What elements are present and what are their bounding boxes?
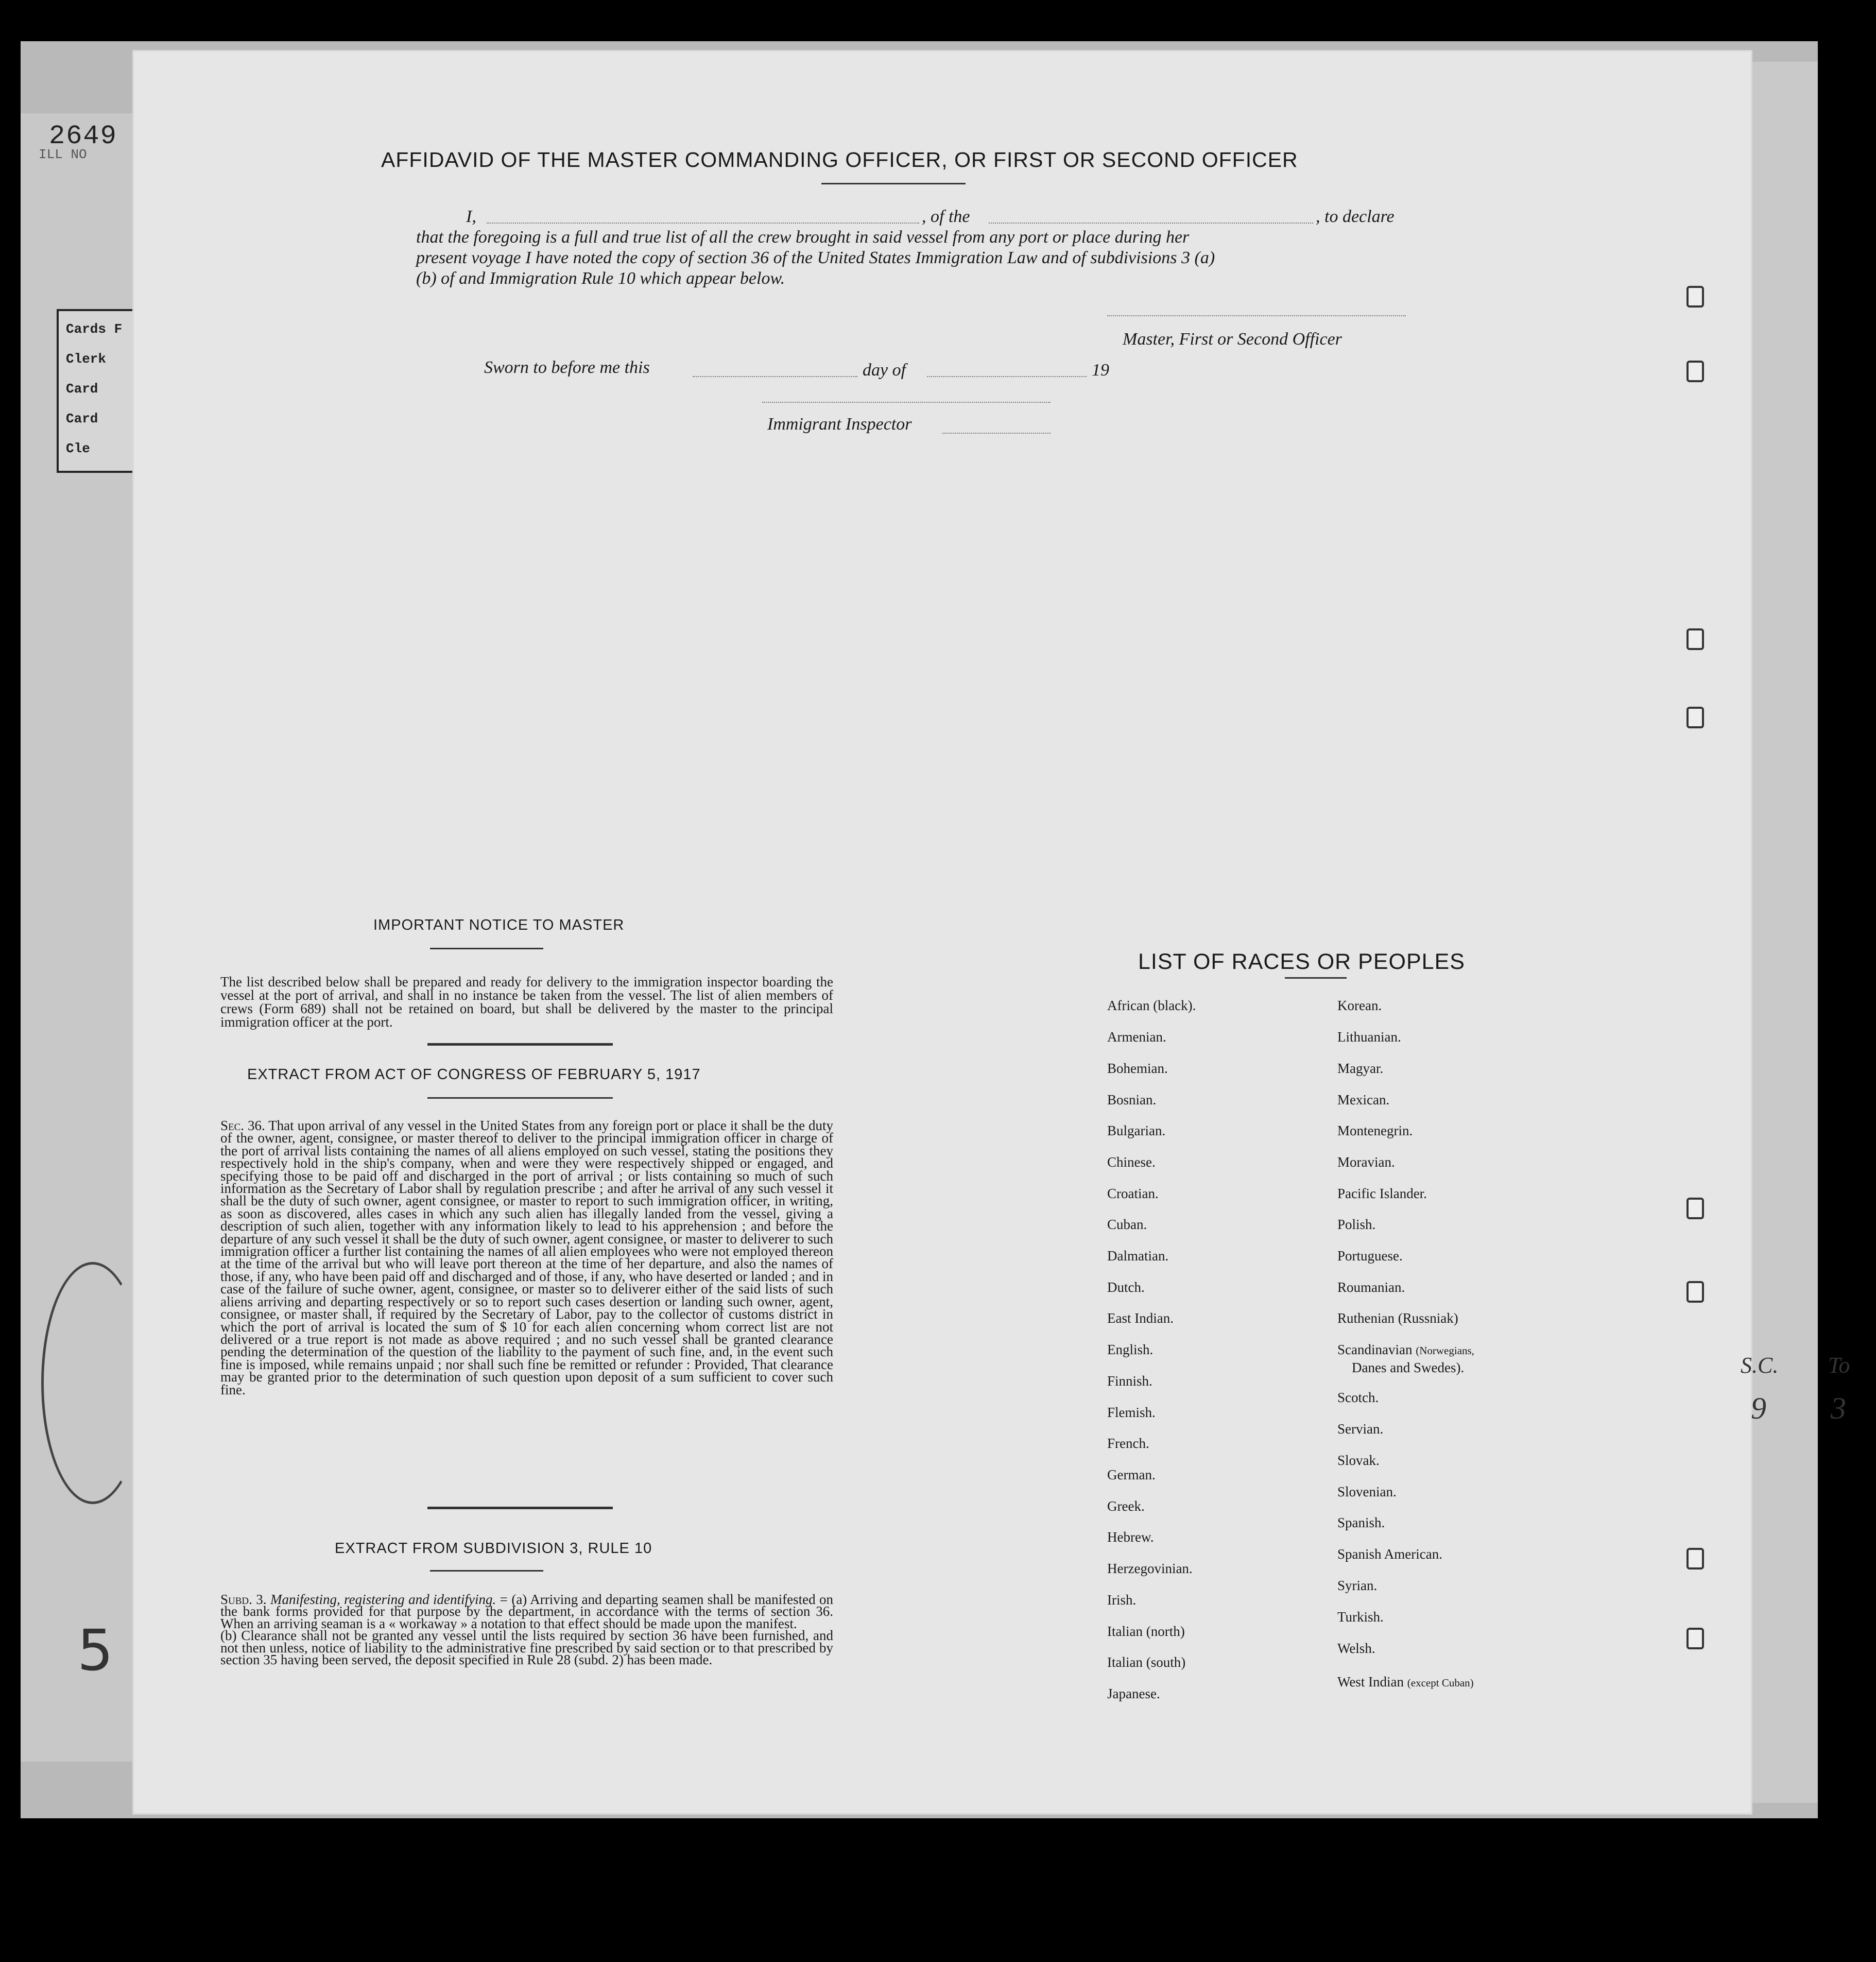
subd-para-a: = (a) Arriving and departing seamen shall be manifested on the bank forms provided for that purpose by the department, in accordance with the terms of section 36. When an arriving seaman is a « workaway » a notation to that effect should be made upon the manifest. xyxy=(220,1592,834,1631)
race-item: Irish. xyxy=(1107,1592,1137,1608)
rule-extract-body xyxy=(220,1594,833,1666)
notice-underline xyxy=(430,948,543,949)
race-item: Lithuanian. xyxy=(1337,1029,1401,1045)
race-item: Herzegovinian. xyxy=(1107,1561,1193,1576)
race-item: Mexican. xyxy=(1337,1092,1390,1107)
race-item: Japanese. xyxy=(1107,1686,1160,1701)
right-fragment: 3 xyxy=(1831,1391,1846,1425)
punch-hole-icon xyxy=(1686,1198,1704,1219)
right-fragment: To xyxy=(1828,1353,1850,1378)
race-note: (Norwegians, xyxy=(1416,1344,1474,1357)
handwritten-number: 5 xyxy=(77,1617,113,1683)
race-item: French. xyxy=(1107,1436,1149,1451)
race-item: Turkish. xyxy=(1337,1609,1384,1625)
races-title: LIST OF RACES OR PEOPLES xyxy=(1138,949,1465,974)
sworn-label: Sworn to before me this xyxy=(484,358,650,377)
punch-hole-icon xyxy=(1686,1548,1704,1569)
signer-label: Master, First or Second Officer xyxy=(1123,330,1342,349)
punch-hole-icon xyxy=(1686,1628,1704,1649)
race-item: Moravian. xyxy=(1337,1154,1395,1170)
race-item: Pacific Islander. xyxy=(1337,1186,1427,1201)
race-item: Portuguese. xyxy=(1337,1248,1403,1264)
right-fragment: 9 xyxy=(1751,1391,1766,1425)
act-extract-title: EXTRACT FROM ACT OF CONGRESS OF FEBRUARY 5, 1917 xyxy=(247,1066,701,1083)
act-title-underline xyxy=(427,1097,613,1099)
punch-hole-icon xyxy=(1686,361,1704,382)
race-note: (except Cuban) xyxy=(1407,1677,1474,1689)
race-item: Flemish. xyxy=(1107,1405,1156,1420)
sworn-day-blank[interactable] xyxy=(693,376,857,377)
affidavit-title: AFFIDAVID OF THE MASTER COMMANDING OFFICER, OR FIRST OR SECOND OFFICER xyxy=(381,148,1298,172)
cards-box-line: Card xyxy=(66,411,98,426)
race-item: Italian (south) xyxy=(1107,1654,1186,1670)
race-item: Cuban. xyxy=(1107,1217,1147,1232)
right-fragment: S.C. xyxy=(1741,1353,1779,1378)
race-item: Roumanian. xyxy=(1337,1279,1405,1295)
race-item: Armenian. xyxy=(1107,1029,1166,1045)
race-item-label: West Indian xyxy=(1337,1674,1404,1690)
race-item: Spanish. xyxy=(1337,1515,1385,1530)
punch-hole-icon xyxy=(1686,286,1704,308)
punch-hole-icon xyxy=(1686,1281,1704,1303)
race-item: Montenegrin. xyxy=(1337,1123,1413,1138)
title-underline xyxy=(821,183,966,184)
cards-box-line: Clerk xyxy=(66,351,107,367)
stamp-sub-label: ILL NO xyxy=(39,147,87,162)
declaration-to-declare-label: , to declare xyxy=(1316,207,1395,226)
race-item: Bulgarian. xyxy=(1107,1123,1166,1138)
race-item: Welsh. xyxy=(1337,1641,1375,1656)
subd-para-b: (b) Clearance shall not be granted any vessel until the lists required by section 36 have been furnished, and not then unless, notice of liability to the administrative fine prescribed by said section or to that prescribed by section 35 having been served, the deposit specified in Rule 28 (subd. 2) has been made. xyxy=(220,1628,833,1668)
race-item: Croatian. xyxy=(1107,1186,1159,1201)
handwritten-oval xyxy=(41,1262,144,1504)
race-item: English. xyxy=(1107,1342,1154,1357)
subd-heading: Manifesting, registering and identifying. xyxy=(270,1592,496,1607)
race-item: Chinese. xyxy=(1107,1154,1156,1170)
stamp-number: 2649 xyxy=(49,121,117,151)
cards-box-line: Cle xyxy=(66,441,90,456)
month-blank[interactable] xyxy=(927,376,1087,377)
name-blank[interactable] xyxy=(487,223,919,224)
cards-box xyxy=(57,309,141,473)
inspector-label: Immigrant Inspector xyxy=(767,415,912,434)
race-item: Syrian. xyxy=(1337,1578,1378,1593)
subd-label: Subd. 3. xyxy=(220,1592,267,1607)
year-label: 19 xyxy=(1092,361,1109,380)
cards-box-line: Card xyxy=(66,381,98,397)
race-item: Slovenian. xyxy=(1337,1484,1397,1499)
section-divider xyxy=(427,1043,613,1046)
race-item: Magyar. xyxy=(1337,1061,1384,1076)
race-item: Bosnian. xyxy=(1107,1092,1157,1107)
rule-extract-title: EXTRACT FROM SUBDIVISION 3, RULE 10 xyxy=(335,1540,652,1557)
race-item: Polish. xyxy=(1337,1217,1376,1232)
race-item: Dutch. xyxy=(1107,1279,1145,1295)
race-item: Ruthenian (Russniak) xyxy=(1337,1310,1458,1326)
declaration-line-1: that the foregoing is a full and true list of all the crew brought in said vessel from any port or place during her xyxy=(416,228,1190,247)
race-item: Dalmatian. xyxy=(1107,1248,1169,1264)
race-item: Servian. xyxy=(1337,1421,1384,1437)
vessel-blank[interactable] xyxy=(989,223,1313,224)
race-item: Slovak. xyxy=(1337,1453,1380,1468)
right-sheet-edge xyxy=(1741,62,1818,1803)
declaration-of-the-label: , of the xyxy=(922,207,970,226)
race-item-scandinavian xyxy=(1337,1342,1474,1358)
signature-blank[interactable] xyxy=(1107,315,1406,316)
sec-label: Sec. 36. xyxy=(220,1118,265,1133)
notice-body: The list described below shall be prepared and ready for delivery to the immigration inspector boarding the vessel at the port of arrival, and shall in no instance be taken from the vessel. The list of alien members of crews (Form 689) shall not be retained on board, but shall be delivered by the master to the principal immigration officer at the port. xyxy=(220,974,833,1030)
act-extract-body xyxy=(220,1119,833,1396)
notice-title: IMPORTANT NOTICE TO MASTER xyxy=(373,917,625,933)
declaration-line-2: present voyage I have noted the copy of section 36 of the United States Immigration Law and of subdivisions 3 (a) xyxy=(416,248,1215,267)
race-item: Spanish American. xyxy=(1337,1546,1442,1562)
race-item: Finnish. xyxy=(1107,1373,1152,1389)
race-item: African (black). xyxy=(1107,998,1196,1013)
section-divider xyxy=(427,1507,613,1509)
race-item: East Indian. xyxy=(1107,1310,1174,1326)
punch-hole-icon xyxy=(1686,707,1704,728)
race-item: Greek. xyxy=(1107,1498,1145,1514)
day-of-label: day of xyxy=(863,361,906,380)
race-item: Scotch. xyxy=(1337,1390,1379,1405)
race-item: Italian (north) xyxy=(1107,1624,1185,1639)
inspector-blank[interactable] xyxy=(942,433,1051,434)
race-item-label: Scandinavian xyxy=(1337,1342,1413,1357)
race-note-continuation: Danes and Swedes). xyxy=(1352,1360,1465,1375)
race-item: German. xyxy=(1107,1467,1156,1482)
punch-hole-icon xyxy=(1686,628,1704,650)
inspector-signature-blank[interactable] xyxy=(762,402,1051,403)
declaration-line-3: (b) of and Immigration Rule 10 which appear below. xyxy=(416,269,785,288)
sec-text: That upon arrival of any vessel in the United States from any foreign port or place it shall be the duty of the owner, agent, consignee, or master thereof to deliver to the principal immigration officer in charge of the port of arrival lists containing the names of all aliens employed on such vessel, stating the positions they respectively hold in the ship's company, when and were they were respectively shipped or engaged, and specifying those to be paid off and discharged in the port of arrival ; or lists containing so much of such information as the Secretary of Labor shall by regulation prescribe ; and after he arrival of any such vessel it shall be the duty of such owner, agent consignee, or master to report to such immigration officer, in writing, as soon as discovered, alles cases in which any such alien has illegally landed from the vessel, giving a description of such alien, together with any information likely to lead to his apprehension ; and before the departure of any such vessel it shall be the duty of such owner, agent consignee, or master to deliverer to such immigration officer a further list containing the names of all alien employees who were not employed thereon at the time of the arrival but who will leave port thereon at the time of her departure, and also the names of those, if any, who have been paid off and discharged and of those, if any, who have deserted or landed ; and in case of the failure of suche owner, agent, consignee, or master so to deliverer either of the said lists of such aliens arriving and departing respectively or so to report such cases desertion or landing such owner, agent, consignee, or master shall, if required by the Secretary of Labor, pay to the collector of customs district in which the port of arrival is located the sum of $ 10 for each alien concerning whom correct list are not delivered or a true report is not made as above required ; and no such vessel shall be granted clearance pending the determination of the question of the liability to the payment of such fine, and, in the event such fine is imposed, while remains unpaid ; nor shall such fine be remitted or refunder : Provided, That clearance may be granted prior to the determination of such question upon deposit of a sum sufficient to cover such fine. xyxy=(220,1118,834,1397)
race-item-west-indian xyxy=(1337,1674,1474,1690)
declaration-i-label: I, xyxy=(466,207,476,226)
rule-title-underline xyxy=(430,1570,543,1572)
race-item: Hebrew. xyxy=(1107,1529,1154,1545)
races-title-underline xyxy=(1285,977,1347,979)
cards-box-line: Cards F xyxy=(66,321,123,337)
race-item: Bohemian. xyxy=(1107,1061,1168,1076)
race-item: Korean. xyxy=(1337,998,1382,1013)
